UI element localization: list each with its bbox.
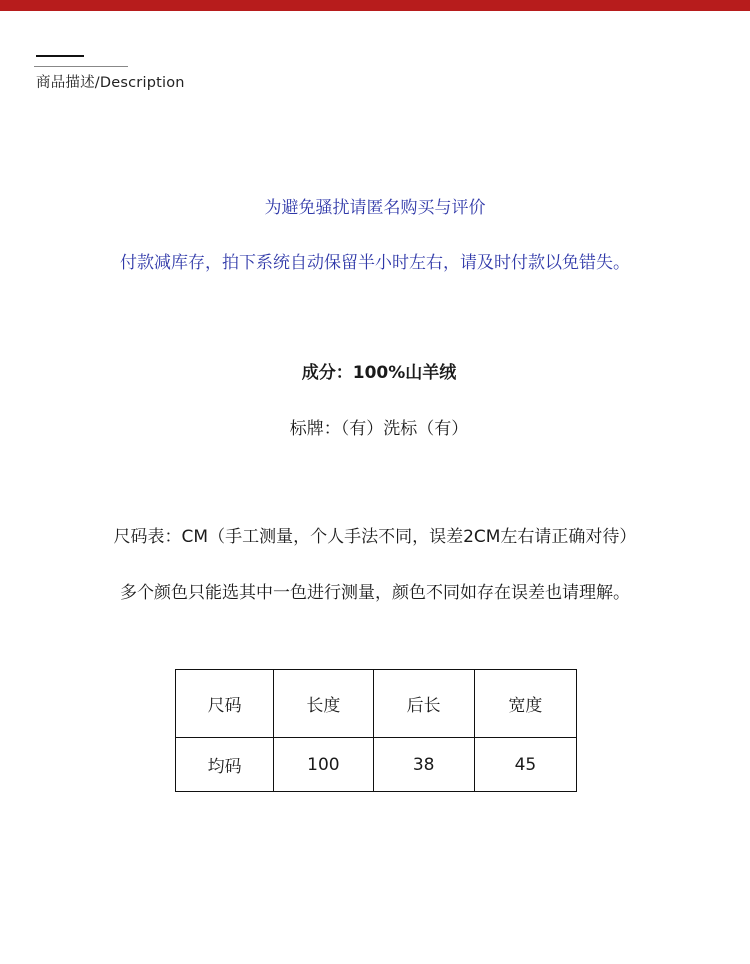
top-accent-bar <box>0 0 750 11</box>
cell-width: 45 <box>474 738 576 792</box>
header-cell-length: 长度 <box>274 670 373 738</box>
color-measure-note: 多个颜色只能选其中一色进行测量，颜色不同如存在误差也请理解。 <box>120 583 630 603</box>
header-cell-back-length: 后长 <box>373 670 474 738</box>
cell-length: 100 <box>274 738 373 792</box>
cell-back-length: 38 <box>373 738 474 792</box>
notice-anonymous: 为避免骚扰请匿名购买与评价 <box>264 198 486 218</box>
size-table <box>175 669 577 792</box>
cell-size: 均码 <box>176 738 274 792</box>
table-row <box>176 738 577 792</box>
header-underline <box>34 66 128 67</box>
header-cell-size: 尺码 <box>176 670 274 738</box>
section-title: 商品描述/Description <box>36 75 185 91</box>
table-header-row <box>176 670 577 738</box>
section-rule <box>36 55 84 57</box>
size-chart-note: 尺码表：CM（手工测量，个人手法不同，误差2CM左右请正确对待） <box>113 527 637 547</box>
notice-payment: 付款减库存，拍下系统自动保留半小时左右，请及时付款以免错失。 <box>120 253 630 273</box>
header-cell-width: 宽度 <box>474 670 576 738</box>
composition-text: 成分：100%山羊绒 <box>301 363 457 383</box>
brand-label-text: 标牌：（有）洗标（有） <box>289 419 469 439</box>
